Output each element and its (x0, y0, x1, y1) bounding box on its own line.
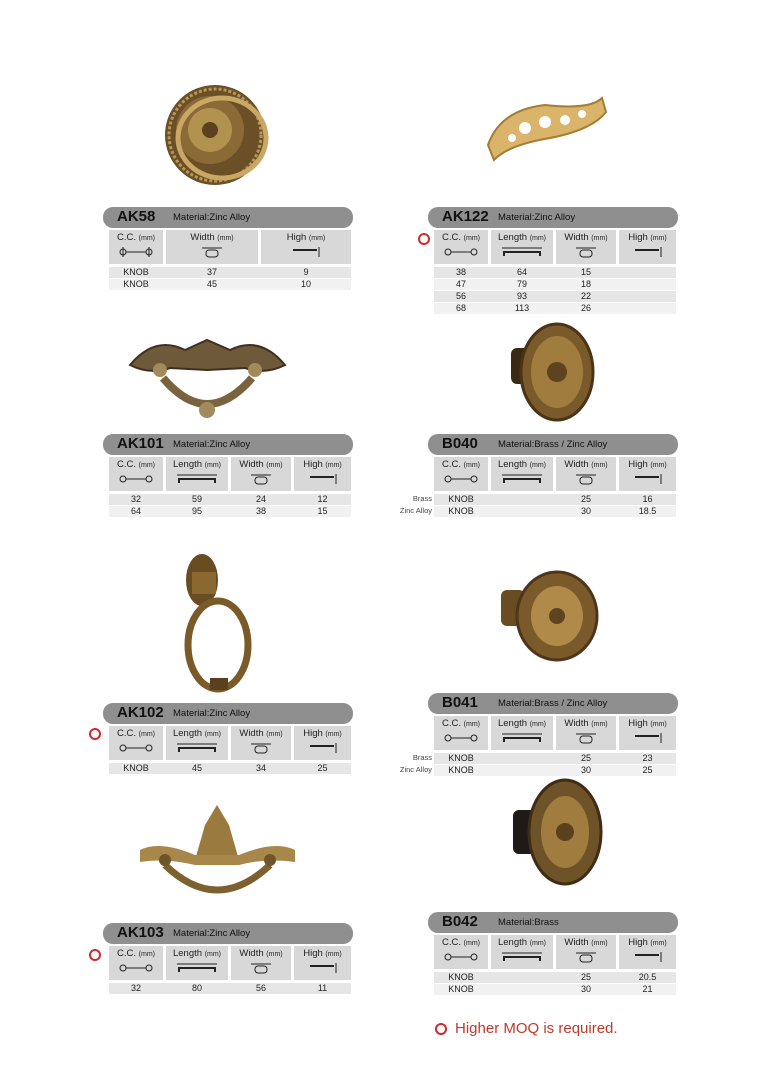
unit-label: (mm) (463, 721, 480, 728)
table-cell: 30 (580, 984, 591, 994)
unit-label: (mm) (650, 940, 667, 947)
col-label: Length (497, 459, 528, 470)
unit-label: (mm) (204, 731, 222, 738)
length-icon (500, 246, 544, 258)
col-header-width (556, 716, 616, 750)
length-icon (175, 742, 219, 754)
height-icon (633, 951, 663, 963)
col-label: Width (190, 232, 215, 243)
unit-label: (mm) (204, 951, 222, 958)
col-label: High (286, 232, 307, 243)
unit-label: (mm) (591, 721, 608, 728)
table-row (434, 765, 676, 776)
table-cell: 45 (206, 279, 217, 289)
width-icon (574, 246, 598, 258)
center-to-center-icon (119, 742, 153, 754)
col-header-width (556, 935, 616, 969)
center-to-center-icon (444, 951, 478, 963)
table-cell (491, 972, 553, 983)
col-header-width (556, 230, 616, 264)
product-material: Material:Brass (498, 917, 559, 928)
table-cell: 18.5 (638, 506, 657, 516)
col-header-length (166, 946, 228, 980)
col-header-cc (109, 457, 163, 491)
length-icon (500, 473, 544, 485)
table-row (434, 984, 676, 995)
product-code: AK101 (117, 435, 164, 452)
col-label: High (628, 232, 648, 243)
row-material-label: Brass (412, 753, 432, 762)
col-label: Width (564, 718, 589, 729)
ak102-product-photo (170, 550, 260, 695)
col-header-cc (434, 935, 488, 969)
table-cell: 15 (317, 506, 328, 516)
height-icon (308, 962, 338, 974)
table-cell: 9 (303, 267, 309, 277)
product-material: Material:Zinc Alloy (173, 212, 251, 223)
table-cell: 56 (255, 983, 266, 993)
col-header-width (231, 946, 291, 980)
width-icon (249, 962, 273, 974)
table-cell: 26 (580, 303, 591, 313)
product-material: Material:Zinc Alloy (173, 708, 251, 719)
moq-footnote (435, 1020, 618, 1037)
table-cell: 56 (455, 291, 466, 301)
col-header-high (619, 230, 676, 264)
col-header-length (491, 457, 553, 491)
table-cell (491, 765, 553, 776)
table-cell: 12 (317, 494, 328, 504)
table-cell: 20.5 (638, 972, 657, 982)
col-header-high (619, 935, 676, 969)
table-cell: 64 (516, 267, 527, 277)
width-icon (574, 473, 598, 485)
moq-mark-icon (89, 728, 101, 740)
ak122-product-photo (480, 90, 610, 170)
height-icon (308, 742, 338, 754)
unit-label: (mm) (529, 940, 547, 947)
col-label: Width (564, 937, 589, 948)
height-icon (633, 732, 663, 744)
product-title-bar (428, 434, 678, 455)
product-code: AK58 (117, 208, 156, 225)
table-cell: KNOB (448, 972, 474, 982)
col-header-high (294, 726, 351, 760)
row-material-label: Zinc Alloy (399, 765, 432, 774)
table-cell: 95 (191, 506, 202, 516)
col-header-high (619, 457, 676, 491)
moq-mark-icon (89, 949, 101, 961)
unit-label: (mm) (529, 235, 547, 242)
col-label: C.C. (442, 232, 462, 243)
table-cell (619, 267, 676, 278)
product-title-bar (103, 207, 353, 228)
col-label: Length (172, 459, 203, 470)
unit-label: (mm) (138, 462, 155, 469)
col-header-length (491, 716, 553, 750)
col-header-high (261, 230, 351, 264)
product-material: Material:Zinc Alloy (173, 928, 251, 939)
product-title-bar (428, 693, 678, 714)
table-cell: KNOB (448, 765, 474, 775)
col-label: Length (497, 718, 528, 729)
table-cell: 10 (300, 279, 311, 289)
unit-label: (mm) (650, 235, 667, 242)
product-code: B041 (442, 694, 478, 711)
b042-product-photo (505, 775, 605, 890)
unit-label: (mm) (591, 940, 608, 947)
length-icon (500, 951, 544, 963)
table-row (109, 494, 351, 505)
table-cell (619, 291, 676, 302)
col-header-length (491, 935, 553, 969)
table-cell (491, 506, 553, 517)
unit-label: (mm) (266, 951, 283, 958)
table-cell: KNOB (448, 984, 474, 994)
product-title-bar (103, 923, 353, 944)
col-header-length (491, 230, 553, 264)
center-to-center-icon (444, 473, 478, 485)
unit-label: (mm) (325, 951, 342, 958)
table-cell: 34 (255, 763, 266, 773)
table-cell: 18 (580, 279, 591, 289)
table-cell: 37 (206, 267, 217, 277)
table-cell (619, 303, 676, 314)
product-title-bar (428, 207, 678, 228)
col-label: C.C. (442, 937, 462, 948)
product-material: Material:Brass / Zinc Alloy (498, 698, 608, 709)
table-row (109, 983, 351, 994)
table-row (434, 753, 676, 764)
height-icon (633, 473, 663, 485)
product-code: B042 (442, 913, 478, 930)
table-cell: 15 (580, 267, 591, 277)
width-icon (574, 951, 598, 963)
table-row (434, 279, 676, 290)
unit-label: (mm) (266, 731, 283, 738)
table-cell: 32 (130, 494, 141, 504)
table-cell: 25 (580, 494, 591, 504)
height-icon (633, 246, 663, 258)
length-icon (500, 732, 544, 744)
table-cell: 16 (642, 494, 653, 504)
unit-label: (mm) (138, 731, 155, 738)
table-row (434, 267, 676, 278)
product-code: AK102 (117, 704, 164, 721)
table-cell: 38 (455, 267, 466, 277)
col-header-cc (434, 457, 488, 491)
moq-mark-icon (435, 1023, 447, 1035)
col-header-high (294, 457, 351, 491)
col-label: C.C. (117, 232, 137, 243)
table-cell: 38 (255, 506, 266, 516)
col-header-cc (434, 716, 488, 750)
col-label: Length (497, 937, 528, 948)
table-cell: 25 (317, 763, 328, 773)
unit-label: (mm) (650, 462, 667, 469)
col-label: High (628, 459, 648, 470)
unit-label: (mm) (463, 462, 480, 469)
table-cell: KNOB (123, 267, 149, 277)
unit-label: (mm) (463, 235, 480, 242)
col-label: C.C. (117, 728, 137, 739)
table-cell (491, 984, 553, 995)
unit-label: (mm) (217, 235, 234, 242)
col-label: Length (497, 232, 528, 243)
length-icon (175, 962, 219, 974)
table-row (434, 972, 676, 983)
col-header-cc (109, 726, 163, 760)
product-material: Material:Brass / Zinc Alloy (498, 439, 608, 450)
product-code: AK103 (117, 924, 164, 941)
width-icon (574, 732, 598, 744)
unit-label: (mm) (529, 721, 547, 728)
col-label: C.C. (442, 459, 462, 470)
table-cell: 25 (642, 765, 653, 775)
table-row (109, 506, 351, 517)
unit-label: (mm) (138, 951, 155, 958)
table-row (109, 279, 351, 290)
product-material: Material:Zinc Alloy (498, 212, 576, 223)
col-label: Width (239, 728, 264, 739)
table-cell: 24 (255, 494, 266, 504)
product-title-bar (103, 703, 353, 724)
table-row (434, 494, 676, 505)
width-icon (200, 246, 224, 258)
table-row (109, 763, 351, 774)
col-header-high (294, 946, 351, 980)
center-to-center-icon (119, 962, 153, 974)
product-code: B040 (442, 435, 478, 452)
table-cell: 79 (516, 279, 527, 289)
center-to-center-icon (119, 473, 153, 485)
col-label: Width (239, 948, 264, 959)
row-material-label: Brass (412, 494, 432, 503)
table-cell: 113 (514, 303, 530, 313)
length-icon (175, 473, 219, 485)
table-cell (491, 494, 553, 505)
col-header-width (556, 457, 616, 491)
table-cell: KNOB (123, 763, 149, 773)
table-cell: 11 (317, 983, 328, 993)
table-cell: KNOB (448, 506, 474, 516)
width-icon (249, 742, 273, 754)
b040-product-photo (505, 320, 595, 425)
col-label: High (303, 459, 323, 470)
col-label: Length (172, 728, 203, 739)
col-header-length (166, 726, 228, 760)
col-label: C.C. (442, 718, 462, 729)
col-label: High (303, 948, 323, 959)
col-label: Width (239, 459, 264, 470)
col-label: High (303, 728, 323, 739)
col-header-cc (109, 230, 163, 264)
table-cell: 80 (191, 983, 202, 993)
table-row (434, 303, 676, 314)
col-header-width (231, 457, 291, 491)
table-cell: 25 (580, 972, 591, 982)
col-label: Width (564, 459, 589, 470)
table-row (434, 506, 676, 517)
table-cell: 30 (580, 765, 591, 775)
table-cell (491, 753, 553, 764)
table-cell: 93 (516, 291, 527, 301)
table-cell: 21 (642, 984, 653, 994)
product-title-bar (428, 912, 678, 933)
center-to-center-icon (444, 246, 478, 258)
moq-note-text: Higher MOQ is required. (455, 1020, 618, 1037)
row-material-label: Zinc Alloy (399, 506, 432, 515)
product-title-bar (103, 434, 353, 455)
table-cell: 68 (455, 303, 466, 313)
col-label: C.C. (117, 948, 137, 959)
unit-label: (mm) (325, 731, 342, 738)
table-cell: 32 (130, 983, 141, 993)
table-cell: 25 (580, 753, 591, 763)
col-label: High (628, 937, 648, 948)
unit-label: (mm) (308, 235, 326, 242)
table-cell: 64 (130, 506, 141, 516)
ak101-product-photo (125, 330, 290, 425)
center-to-center-icon (444, 732, 478, 744)
product-code: AK122 (442, 208, 489, 225)
height-icon (308, 473, 338, 485)
col-header-width (166, 230, 258, 264)
table-cell: KNOB (448, 753, 474, 763)
unit-label: (mm) (591, 235, 608, 242)
height-icon (291, 246, 321, 258)
col-header-cc (434, 230, 488, 264)
col-label: Length (172, 948, 203, 959)
unit-label: (mm) (204, 462, 222, 469)
col-label: C.C. (117, 459, 137, 470)
table-cell: 59 (191, 494, 202, 504)
unit-label: (mm) (529, 462, 547, 469)
moq-mark-icon (418, 233, 430, 245)
table-cell: KNOB (448, 494, 474, 504)
table-cell: 30 (580, 506, 591, 516)
center-to-center-icon (119, 246, 153, 258)
unit-label: (mm) (138, 235, 155, 242)
unit-label: (mm) (463, 940, 480, 947)
unit-label: (mm) (325, 462, 342, 469)
unit-label: (mm) (266, 462, 283, 469)
table-cell (619, 279, 676, 290)
table-cell: KNOB (123, 279, 149, 289)
col-header-length (166, 457, 228, 491)
ak58-product-photo (160, 80, 270, 190)
col-label: High (628, 718, 648, 729)
table-cell: 45 (191, 763, 202, 773)
ak103-product-photo (135, 800, 300, 910)
unit-label: (mm) (591, 462, 608, 469)
table-cell: 23 (642, 753, 653, 763)
unit-label: (mm) (650, 721, 667, 728)
table-row (109, 267, 351, 278)
table-cell: 22 (580, 291, 591, 301)
col-header-high (619, 716, 676, 750)
b041-product-photo (495, 570, 600, 665)
width-icon (249, 473, 273, 485)
table-row (434, 291, 676, 302)
col-header-cc (109, 946, 163, 980)
col-header-width (231, 726, 291, 760)
table-cell: 47 (455, 279, 466, 289)
col-label: Width (564, 232, 589, 243)
product-material: Material:Zinc Alloy (173, 439, 251, 450)
